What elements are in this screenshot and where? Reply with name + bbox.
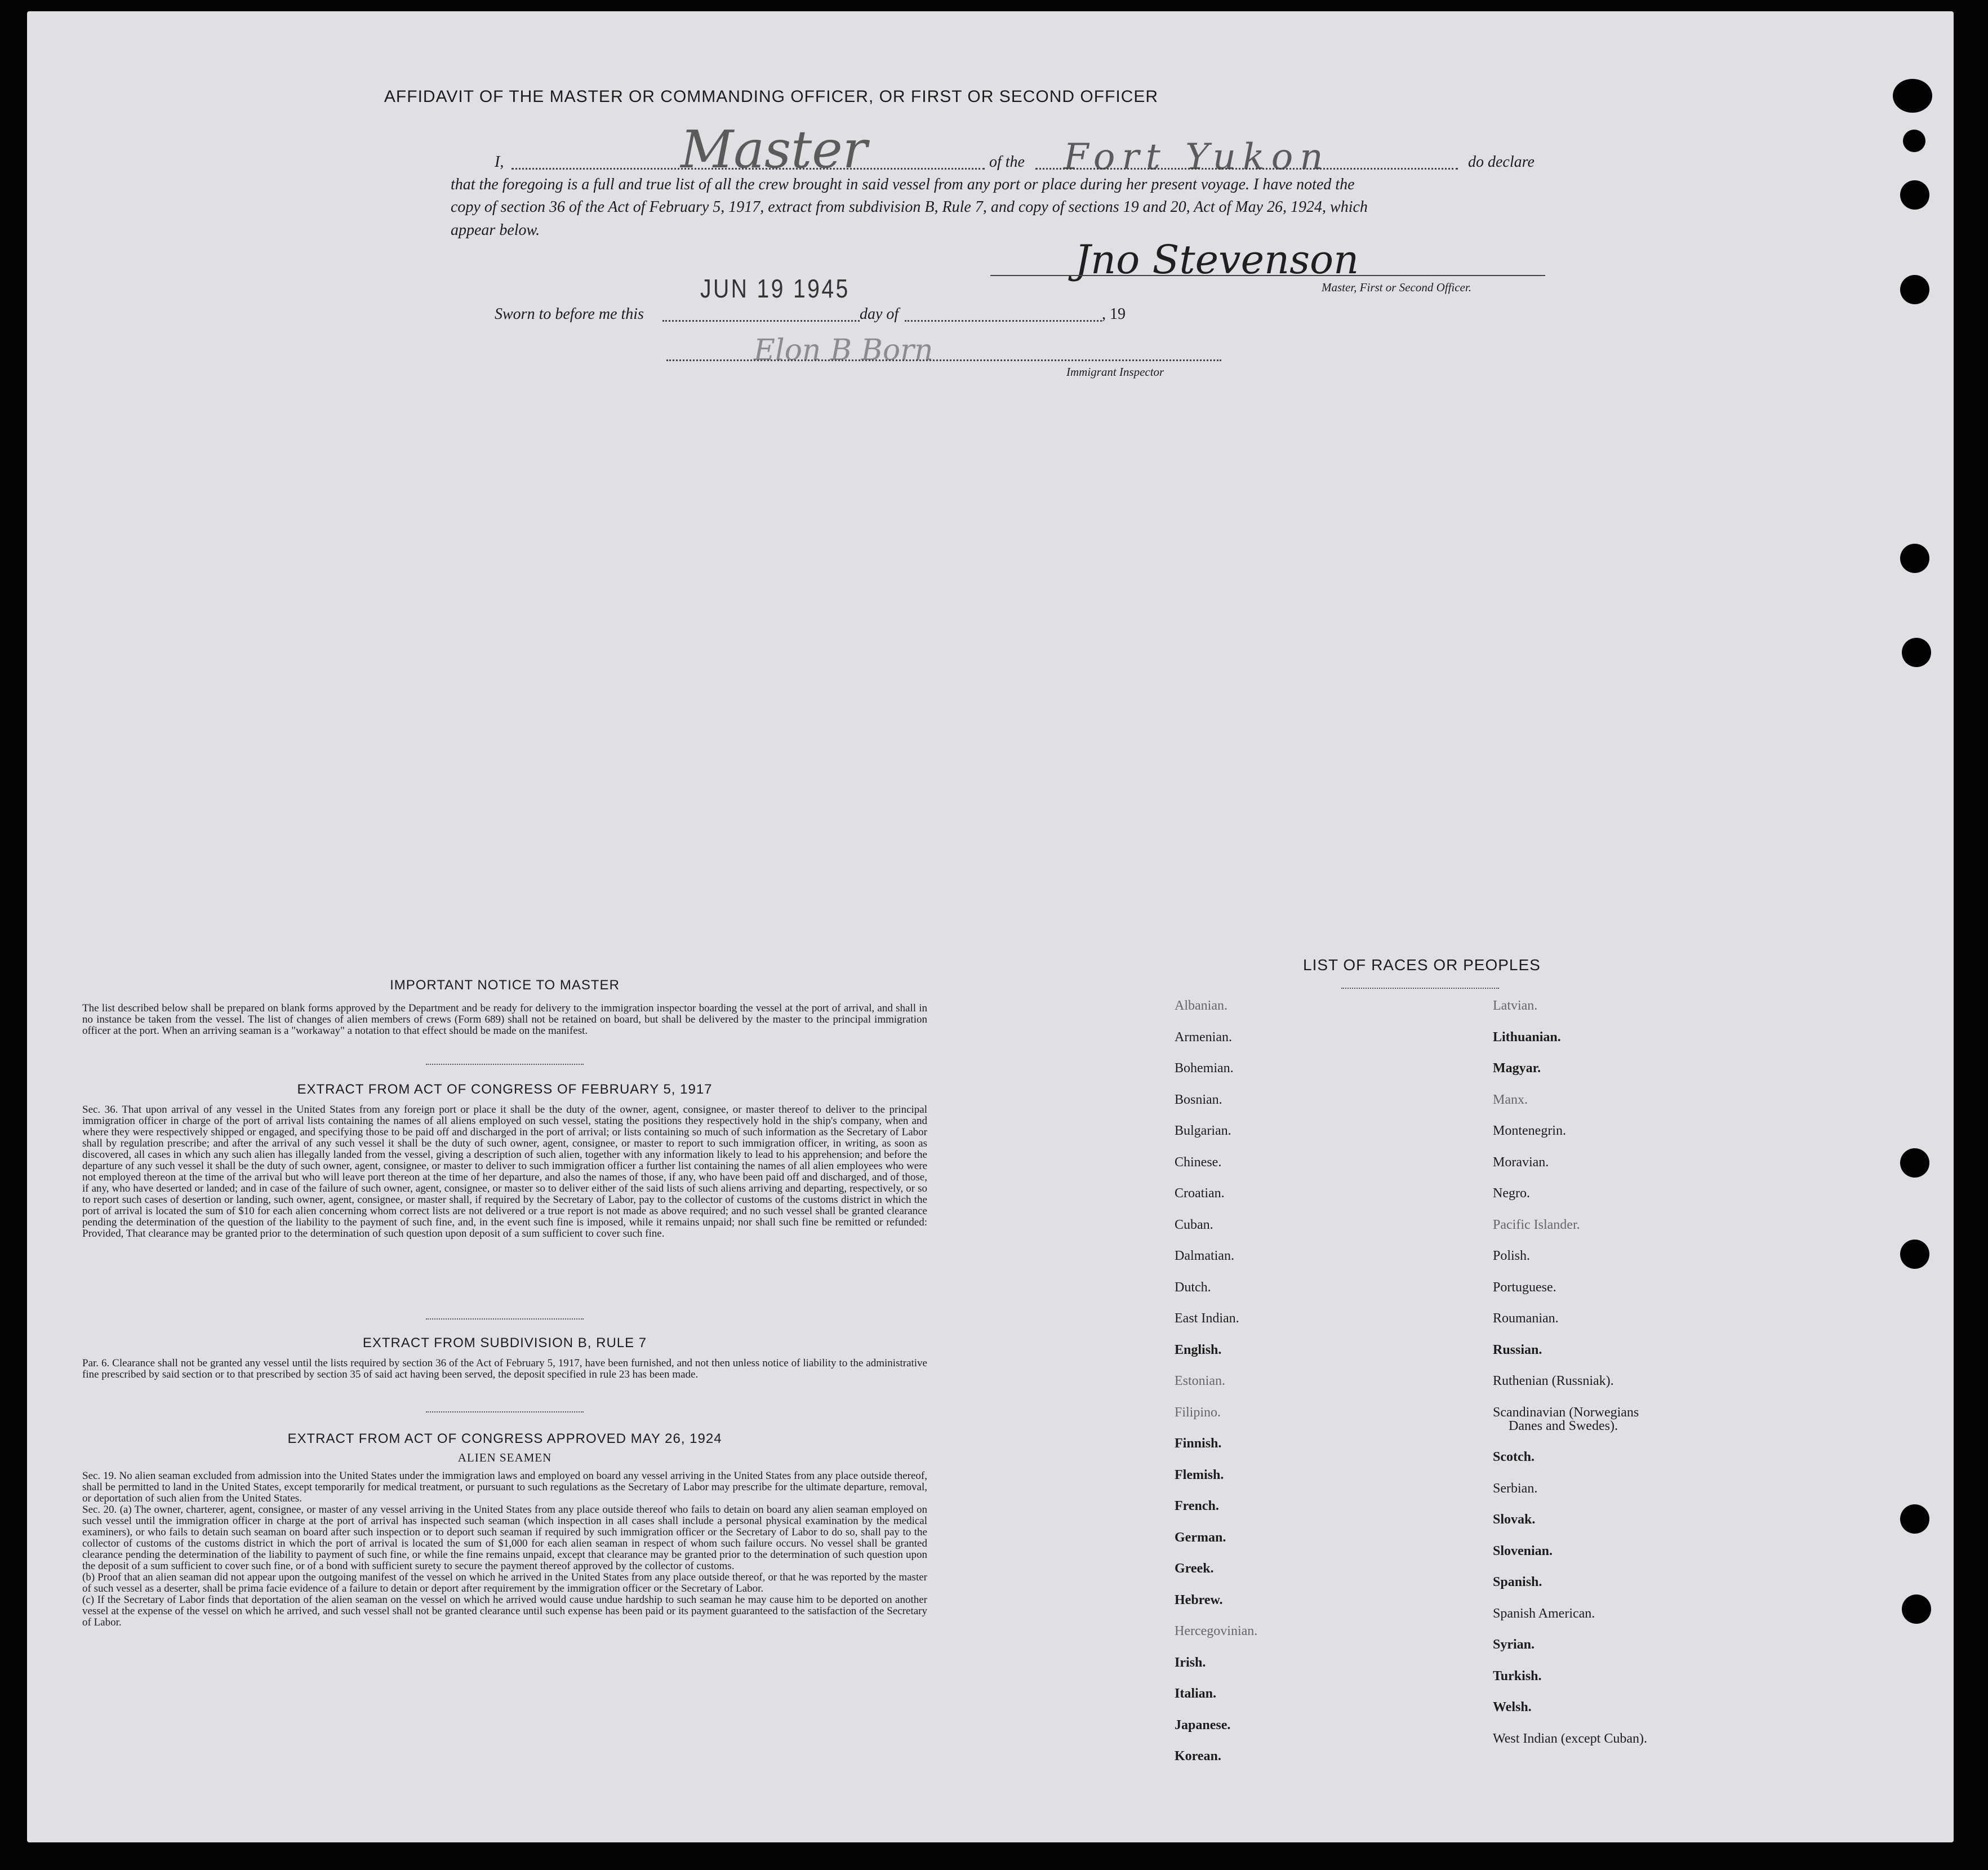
race-item: West Indian (except Cuban). xyxy=(1493,1731,1647,1746)
race-item: Croatian. xyxy=(1175,1186,1225,1201)
race-item: Ruthenian (Russniak). xyxy=(1493,1374,1614,1388)
section-20b-paragraph: (b) Proof that an alien seaman did not appear upon the outgoing manifest of the vessel on which he arrived in the United States from any place outside thereof, or that he was reported by the master of such vessel as a deserter, shall be prima facie evidence of a failure to detain or deport after requirement by the immigration officer or the Secretary of Labor. xyxy=(82,1571,927,1594)
signature-caption: Master, First or Second Officer. xyxy=(1322,281,1471,294)
section-20a-paragraph: Sec. 20. (a) The owner, charterer, agent, consignee, or master of any vessel arriving in the United States from any place outside thereof who fails to detain on board any alien seaman employed on such vessel until the immigration officer in charge at the port of arrival has inspected such seaman (which inspection in all cases shall include a personal physical examination by the medical examiners), or who fails to detain such seaman on board after such inspection or to deport such seaman if required by such immigration officer or the Secretary of Labor to do so, shall pay to the collector of customs of the customs district in which the port of arrival is located the sum of $1,000 for each alien seaman in respect of whom such failure occurs. No vessel shall be granted clearance pending the determination of the liability to payment of such fine, or while the fine remains unpaid, except that clearance may be granted prior to the determination of such question upon the deposit of a sum sufficient to cover such fine, or of a bond with sufficient surety to secure the payment thereof approved by the collector of customs. xyxy=(82,1504,927,1572)
of-the-label: of the xyxy=(989,153,1025,171)
rule7-body: Par. 6. Clearance shall not be granted any vessel until the lists required by section 36 of the Act of February 5, 1917, have been furnished, and not then unless notice of liability to the administrative fine prescribed by said section or to that prescribed by section 35 of said act having been served, the deposit specified in rule 23 has been made. xyxy=(82,1357,927,1380)
punch-hole xyxy=(1902,1594,1931,1624)
race-item: Cuban. xyxy=(1175,1217,1213,1232)
extract-1924-title: EXTRACT FROM ACT OF CONGRESS APPROVED MAY 26, 1924 xyxy=(287,1431,722,1446)
race-item: Portuguese. xyxy=(1493,1280,1556,1295)
do-declare-label: do declare xyxy=(1468,153,1535,171)
race-item: Manx. xyxy=(1493,1092,1528,1107)
day-of-label: day of xyxy=(860,305,899,323)
inspector-line xyxy=(666,359,1221,361)
race-item: Welsh. xyxy=(1493,1700,1532,1714)
race-item: Irish. xyxy=(1175,1655,1206,1670)
master-signature: Jno Stevenson xyxy=(1075,237,1359,283)
punch-hole xyxy=(1902,638,1931,667)
race-item: Latvian. xyxy=(1493,998,1538,1013)
divider xyxy=(426,1064,584,1065)
race-item: Moravian. xyxy=(1493,1154,1549,1170)
year-prefix: , 19 xyxy=(1102,305,1126,323)
race-item: Montenegrin. xyxy=(1493,1123,1566,1138)
race-item: Russian. xyxy=(1493,1342,1542,1357)
race-item: Lithuanian. xyxy=(1493,1029,1561,1045)
punch-hole xyxy=(1900,1504,1929,1534)
race-item: Syrian. xyxy=(1493,1637,1535,1652)
sworn-label: Sworn to before me this xyxy=(495,305,644,323)
race-item: Slovenian. xyxy=(1493,1543,1553,1558)
race-item: Roumanian. xyxy=(1493,1311,1559,1326)
race-item: English. xyxy=(1175,1342,1222,1357)
race-item: Flemish. xyxy=(1175,1467,1224,1482)
race-item: Scandinavian (Norwegians xyxy=(1493,1405,1639,1420)
handwritten-vessel: Fort Yukon xyxy=(1064,136,1330,178)
race-item: Chinese. xyxy=(1175,1154,1222,1170)
divider xyxy=(426,1411,584,1413)
race-item: Spanish. xyxy=(1493,1575,1542,1589)
punch-hole xyxy=(1900,1240,1929,1269)
divider xyxy=(426,1318,584,1320)
sworn-day-line xyxy=(662,320,860,322)
race-item: Japanese. xyxy=(1175,1717,1231,1733)
race-item: Serbian. xyxy=(1493,1481,1538,1496)
declaration-line-3: copy of section 36 of the Act of February 5, 1917, extract from subdivision B, Rule 7, and copy of sections 19 and 20, Act of May 26, 1924, which xyxy=(451,198,1368,216)
race-item: Hercegovinian. xyxy=(1175,1624,1258,1638)
notice-body: The list described below shall be prepared on blank forms approved by the Department and be ready for delivery to the immigration inspector boarding the vessel at the port of arrival, and shall in no instance be taken from the vessel. The list of changes of alien members of crews (Form 689) shall not be retained on board, but shall be delivered by the master to the principal immigration officer at the port. When an arriving seaman is a "workaway" a notation to that effect should be made on the manifest. xyxy=(82,1002,927,1037)
race-item: Korean. xyxy=(1175,1749,1221,1764)
race-item: Italian. xyxy=(1175,1686,1217,1701)
race-item: Armenian. xyxy=(1175,1029,1232,1045)
declaration-line-4: appear below. xyxy=(451,221,540,239)
punch-hole xyxy=(1900,544,1929,573)
declaration-line-2: that the foregoing is a full and true list of all the crew brought in said vessel from any port or place during her present voyage. I have noted the xyxy=(451,176,1355,193)
section-19-paragraph: Sec. 19. No alien seaman excluded from admission into the United States under the immigration laws and employed on board any vessel arriving in the United States from any place outside thereof, shall be permitted to land in the United States, except temporarily for medical treatment, or pursuant to such regulations as the Secretary of Labor may prescribe for the ultimate departure, removal, or deportation of such alien from the United States. xyxy=(82,1470,927,1504)
affidavit-title: AFFIDAVIT OF THE MASTER OR COMMANDING OFFICER, OR FIRST OR SECOND OFFICER xyxy=(384,87,1159,106)
rule7-title: EXTRACT FROM SUBDIVISION B, RULE 7 xyxy=(362,1335,647,1351)
sworn-month-line xyxy=(905,320,1102,322)
race-item: Pacific Islander. xyxy=(1493,1217,1580,1232)
date-stamp: JUN 19 1945 xyxy=(700,274,850,303)
race-item: East Indian. xyxy=(1175,1311,1239,1326)
race-item: Slovak. xyxy=(1493,1512,1536,1527)
race-item: Negro. xyxy=(1493,1186,1530,1201)
notice-title: IMPORTANT NOTICE TO MASTER xyxy=(390,978,620,993)
race-item: Bulgarian. xyxy=(1175,1123,1231,1138)
punch-hole xyxy=(1900,1148,1929,1178)
race-item: Spanish American. xyxy=(1493,1606,1595,1621)
signature-line xyxy=(990,275,1545,276)
extract-1924-subtitle: ALIEN SEAMEN xyxy=(457,1451,552,1464)
race-item: Dalmatian. xyxy=(1175,1249,1234,1263)
race-item: Dutch. xyxy=(1175,1280,1211,1295)
extract-1917-title: EXTRACT FROM ACT OF CONGRESS OF FEBRUARY 5, 1917 xyxy=(297,1082,713,1097)
race-item: French. xyxy=(1175,1499,1219,1513)
punch-hole xyxy=(1893,79,1932,113)
race-item: Bosnian. xyxy=(1175,1092,1222,1107)
race-item: Polish. xyxy=(1493,1249,1531,1263)
race-item: Estonian. xyxy=(1175,1374,1225,1388)
race-item: Bohemian. xyxy=(1175,1061,1234,1076)
race-item: Filipino. xyxy=(1175,1405,1221,1420)
race-item: Danes and Swedes). xyxy=(1509,1418,1618,1433)
inspector-caption: Immigrant Inspector xyxy=(1066,365,1164,379)
races-title: LIST OF RACES OR PEOPLES xyxy=(1303,956,1541,974)
race-item: Turkish. xyxy=(1493,1668,1542,1684)
race-item: Hebrew. xyxy=(1175,1592,1223,1607)
i-label: I, xyxy=(495,153,504,171)
race-item: Albanian. xyxy=(1175,998,1228,1013)
race-item: Scotch. xyxy=(1493,1450,1535,1464)
extract-1917-body: Sec. 36. That upon arrival of any vessel in the United States from any foreign port or place it shall be the duty of the owner, agent, consignee, or master thereof to deliver to the principal immigration officer in charge of the port of arrival lists containing the names of all aliens employed on such vessel, stating the positions they respectively hold in the ship's company, when and where they were respectively shipped or engaged, and specifying those to be paid off and discharged in the port of arrival; or lists containing so much of such information as the Secretary of Labor shall by regulation prescribe; and after the arrival of any such vessel it shall be the duty of such owner, agent, consignee, or master to report to such immigration officer, in writing, as soon as discovered, all cases in which any such alien has illegally landed from the vessel, giving a description of such alien, together with any information likely to lead to his apprehension; and before the departure of any such vessel it shall be the duty of such owner, agent, consignee, or master to deliver to such immigration officer a further list containing the names of all alien employees who were not employed thereon at the time of the arrival but who will leave port thereon at the time of her departure, and also the names of those, if any, who have been paid off and discharged, and of those, if any, who have deserted or landed; and in case of the failure of such owner, agent, consignee, or master so to deliver either of the said lists of such aliens arriving and departing, respectively, or so to report such cases of desertion or landing, such owner, agent, consignee, or master shall, if required by the Secretary of Labor, pay to the collector of customs of the customs district in which the port of arrival is located the sum of $10 for each alien concerning whom correct lists are not delivered or a true report is not made as above required; and no such vessel shall be granted clearance pending the determination of the question of the liability to the payment of such fine, and, in the event such fine is imposed, while it remains unpaid; nor shall such fine be remitted or refunded: Provided, That clearance may be granted prior to the determination of such question upon deposit of a sum sufficient to cover such fine. xyxy=(82,1104,927,1240)
divider xyxy=(1341,988,1499,989)
section-20c-paragraph: (c) If the Secretary of Labor finds that deportation of the alien seaman on the vessel on which he arrived would cause undue hardship to such seaman he may cause him to be deported on another vessel at the expense of the vessel on which he arrived, and such vessel shall not be granted clearance until such expense has been paid or its payment guaranteed to the satisfaction of the Secretary of Labor. xyxy=(82,1594,927,1628)
race-item: Greek. xyxy=(1175,1561,1214,1576)
race-item: German. xyxy=(1175,1530,1226,1545)
race-item: Magyar. xyxy=(1493,1061,1541,1076)
race-item: Finnish. xyxy=(1175,1436,1222,1451)
extract-1924-body xyxy=(82,1471,927,1628)
handwritten-rank: Master xyxy=(681,119,868,180)
punch-hole xyxy=(1900,180,1929,210)
punch-hole xyxy=(1903,130,1925,152)
inspector-signature: Elon B Born xyxy=(754,334,933,367)
form-page xyxy=(27,11,1954,1842)
punch-hole xyxy=(1900,275,1929,304)
